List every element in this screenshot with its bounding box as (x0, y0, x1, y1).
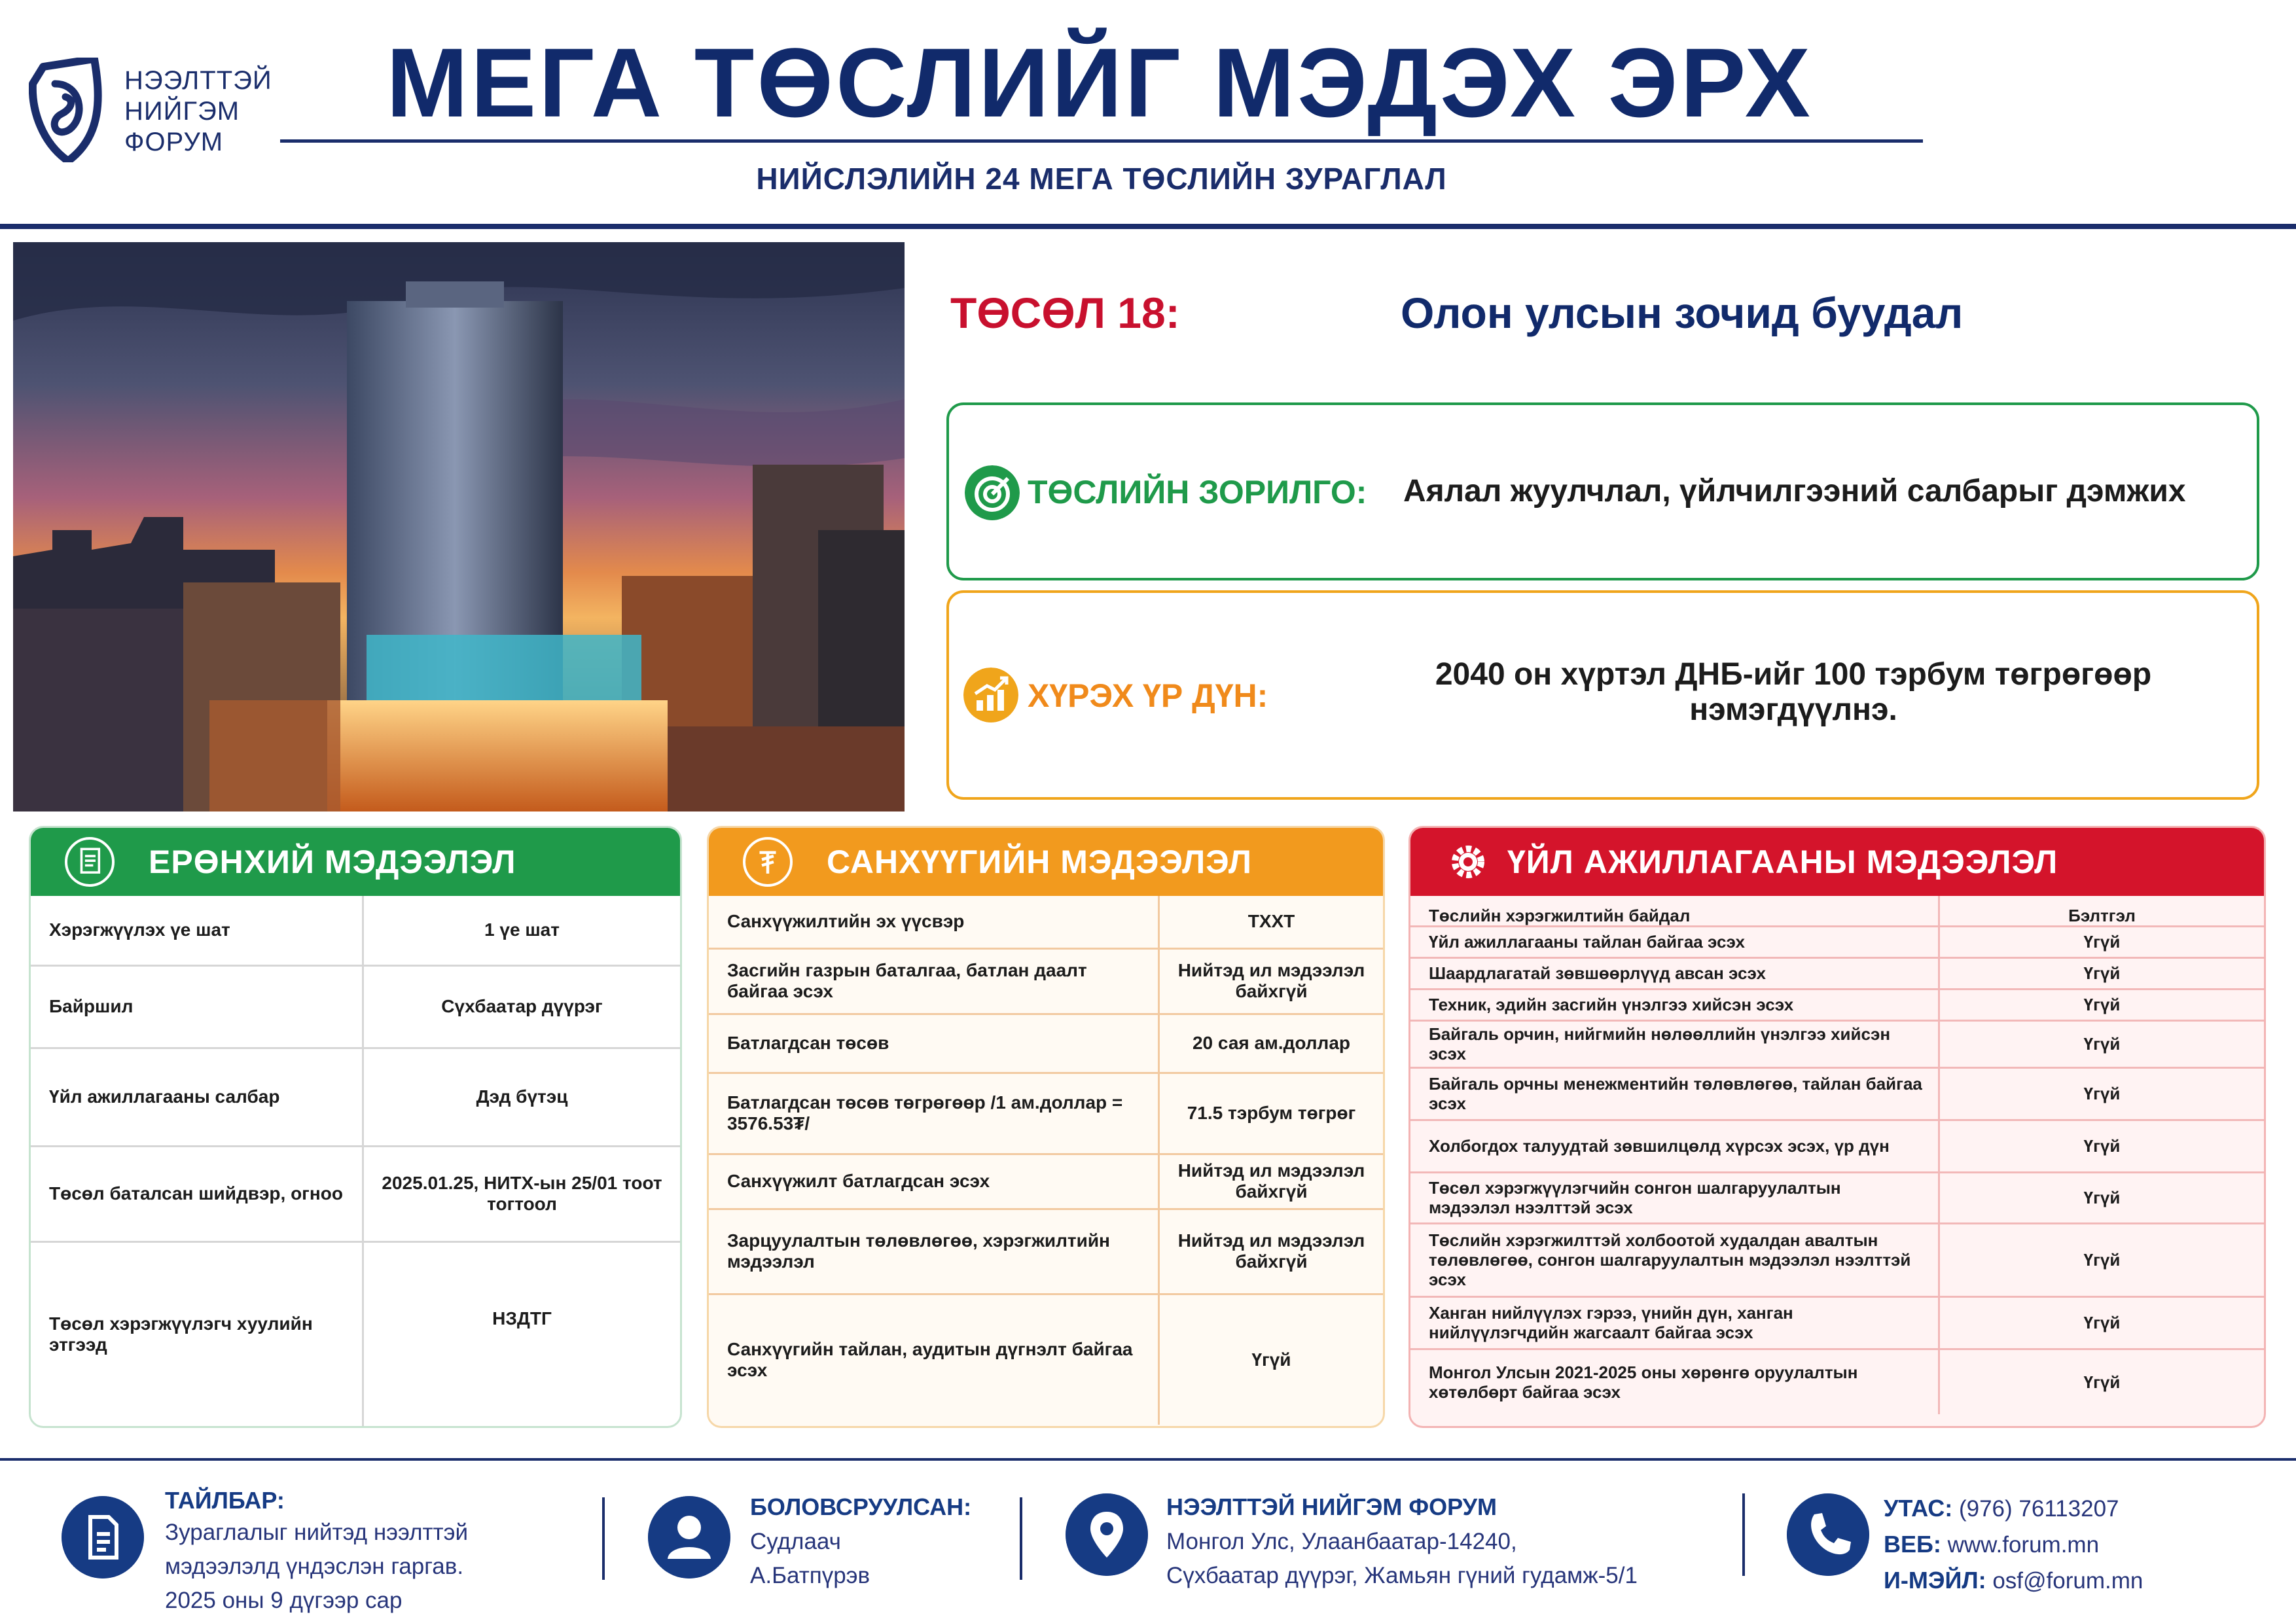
row-label: Үйл ажиллагааны салбар (31, 1048, 363, 1146)
row-label: Санхүүжилтийн эх үүсвэр (709, 896, 1159, 948)
row-label: Ханган нийлүүлэх гэрээ, үнийн дүн, ханган нийлүүлэгчдийн жагсаалт байгаа эсэх (1410, 1296, 1939, 1349)
footer-organization (1166, 1493, 1638, 1593)
page-subtitle: НИЙСЛЭЛИЙН 24 МЕГА ТӨСЛИЙН ЗУРАГЛАЛ (756, 162, 1447, 196)
row-value: Үгүй (1939, 1349, 2265, 1414)
table-row (1410, 1172, 2264, 1223)
row-value: Нийтэд ил мэдээлэл байхгүй (1159, 1209, 1384, 1294)
header-divider (0, 224, 2296, 229)
footer-note-line-2: мэдээлэлд үндэслэн гаргав. (165, 1554, 464, 1579)
row-value: ТХХТ (1159, 896, 1384, 948)
table-row (709, 1073, 1383, 1154)
table-row (1410, 989, 2264, 1020)
footer-org-line-2: Сүхбаатар дүүрэг, Жамьян гүний гудамж-5/1 (1166, 1563, 1638, 1588)
row-value: Үгүй (1939, 1120, 2265, 1172)
row-value: Үгүй (1939, 926, 2265, 957)
row-value: Нийтэд ил мэдээлэл байхгүй (1159, 1154, 1384, 1209)
general-info-header (31, 828, 680, 896)
row-label: Санхүүжилт батлагдсан эсэх (709, 1154, 1159, 1209)
row-label: Батлагдсан төсөв төгрөгөөр /1 ам.доллар = 3576.53₮/ (709, 1073, 1159, 1154)
footer-prepared-line-2: А.Батпүрэв (750, 1563, 870, 1588)
row-value: 1 үе шат (363, 896, 681, 965)
row-label: Төсөл хэрэгжүүлэгчийн сонгон шалгаруулалтын мэдээлэл нээлттэй эсэх (1410, 1172, 1939, 1223)
phone-icon (1787, 1493, 1869, 1576)
row-label: Засгийн газрын баталгаа, батлан даалт байгаа эсэх (709, 948, 1159, 1014)
table-row (709, 1014, 1383, 1073)
row-label: Байгаль орчны менежментийн төлөвлөгөө, тайлан байгаа эсэх (1410, 1067, 1939, 1120)
table-row (31, 1146, 680, 1241)
document-icon (65, 837, 115, 887)
email-label: И-МЭЙЛ: (1884, 1567, 1986, 1594)
logo-line-1: НЭЭЛТТЭЙ (124, 66, 272, 95)
target-icon (965, 465, 1020, 520)
table-row (1410, 1067, 2264, 1120)
row-value: 2025.01.25, НИТХ-ын 25/01 тоот тогтоол (363, 1146, 681, 1241)
row-label: Үйл ажиллагааны тайлан байгаа эсэх (1410, 926, 1939, 957)
table-row (1410, 1020, 2264, 1067)
row-value: Сүхбаатар дүүрэг (363, 965, 681, 1048)
row-label: Төслийн хэрэгжилттэй холбоотой худалдан авалтын төлөвлөгөө, сонгон шалгаруулалтын мэдээлэл нээлттэй эсэх (1410, 1223, 1939, 1296)
row-label: Холбогдох талуудтай зөвшилцөлд хүрсэх эсэх, үр дүн (1410, 1120, 1939, 1172)
table-row (31, 1241, 680, 1426)
operations-info-header (1410, 828, 2264, 896)
row-value: 20 сая ам.доллар (1159, 1014, 1384, 1073)
result-label: ХҮРЭХ ҮР ДҮН: (1028, 677, 1268, 714)
phone-label: УТАС: (1884, 1495, 1953, 1522)
row-label: Монгол Улсын 2021-2025 оны хөрөнгө оруулалтын хөтөлбөрт байгаа эсэх (1429, 1362, 1858, 1402)
footer-note-line-1: Зураглалыг нийтэд нээлттэй (165, 1520, 468, 1545)
table-row (709, 1209, 1383, 1294)
logo-line-3: ФОРУМ (124, 128, 224, 156)
footer-separator (1742, 1493, 1745, 1576)
row-value: Үгүй (1939, 1223, 2265, 1296)
row-label: Шаардлагатай зөвшөөрлүүд авсан эсэх (1410, 957, 1939, 989)
row-label: Зарцуулалтын төлөвлөгөө, хэрэгжилтийн мэдээлэл (709, 1209, 1159, 1294)
page-title: МЕГА ТӨСЛИЙГ МЭДЭХ ЭРХ (386, 27, 1813, 137)
goal-label: ТӨСЛИЙН ЗОРИЛГО: (1028, 474, 1367, 510)
row-value: Үгүй (1939, 1296, 2265, 1349)
footer-org-line-1: Монгол Улс, Улаанбаатар-14240, (1166, 1529, 1517, 1554)
row-value: Үгүй (1939, 1020, 2265, 1067)
table-row (1410, 957, 2264, 989)
table-row (1410, 1296, 2264, 1349)
general-info-title: ЕРӨНХИЙ МЭДЭЭЛЭЛ (149, 844, 516, 880)
table-row (1410, 1349, 2264, 1414)
contact-email (1884, 1563, 2143, 1599)
footer-prepared-title: БОЛОВСРУУЛСАН: (750, 1493, 972, 1520)
logo-mark (29, 58, 107, 162)
footer-note-line-3: 2025 оны 9 дүгээр сар (165, 1588, 403, 1613)
result-box (946, 590, 2259, 800)
table-row (31, 965, 680, 1048)
row-label: Хэрэгжүүлэх үе шат (31, 896, 363, 965)
table-row (31, 896, 680, 965)
document-icon (62, 1496, 144, 1578)
table-row (709, 948, 1383, 1014)
row-value: Үгүй (1939, 1067, 2265, 1120)
row-value: Үгүй (1159, 1294, 1384, 1425)
web-label: ВЕБ: (1884, 1531, 1941, 1558)
footer-note-title: ТАЙЛБАР: (165, 1487, 285, 1514)
footer-note (165, 1487, 468, 1618)
footer-separator (602, 1497, 605, 1580)
footer-separator (1020, 1497, 1022, 1580)
operations-info-card (1408, 826, 2266, 1428)
email-link[interactable]: osf@forum.mn (1992, 1568, 2144, 1594)
gear-icon (1444, 838, 1492, 885)
row-value: Үгүй (1939, 957, 2265, 989)
table-row (1410, 1223, 2264, 1296)
operations-info-table (1410, 896, 2264, 1414)
tugrik-icon (743, 837, 793, 887)
row-value: Үгүй (1939, 989, 2265, 1020)
finance-info-card (707, 826, 1385, 1428)
row-label: Төслийн хэрэгжилтийн байдал (1410, 896, 1939, 926)
person-icon (648, 1496, 730, 1578)
location-pin-icon (1066, 1493, 1148, 1576)
row-value: Нийтэд ил мэдээлэл байхгүй (1159, 948, 1384, 1014)
row-value: Дэд бүтэц (363, 1048, 681, 1146)
logo-text (124, 65, 272, 158)
contact-phone (1884, 1491, 2143, 1527)
table-row (709, 1154, 1383, 1209)
row-label: Байршил (31, 965, 363, 1048)
operations-info-title: ҮЙЛ АЖИЛЛАГААНЫ МЭДЭЭЛЭЛ (1507, 844, 2058, 880)
project-name: Олон улсын зочид буудал (1401, 289, 1964, 337)
table-row (709, 1294, 1383, 1425)
row-value: НЗДТГ (363, 1241, 681, 1426)
row-value: 71.5 тэрбум төгрөг (1159, 1073, 1384, 1154)
row-label: Байгаль орчин, нийгмийн нөлөөллийн үнэлгээ хийсэн эсэх (1410, 1020, 1939, 1067)
general-info-card (29, 826, 682, 1428)
hotel-photo (13, 242, 905, 812)
row-value: Үгүй (1939, 1172, 2265, 1223)
logo-line-2: НИЙГЭМ (124, 97, 240, 126)
footer-contacts (1884, 1491, 2143, 1599)
row-label: Техник, эдийн засгийн үнэлгээ хийсэн эсэх (1410, 989, 1939, 1020)
row-label: Батлагдсан төсөв (709, 1014, 1159, 1073)
general-info-table (31, 896, 680, 1426)
table-row (1410, 896, 2264, 926)
footer-org-title: НЭЭЛТТЭЙ НИЙГЭМ ФОРУМ (1166, 1493, 1497, 1520)
title-divider (280, 139, 1923, 143)
row-label: Төсөл баталсан шийдвэр, огноо (31, 1146, 363, 1241)
table-row (1410, 926, 2264, 957)
row-label: Санхүүгийн тайлан, аудитын дүгнэлт байгаа эсэх (727, 1338, 1133, 1380)
table-row (31, 1048, 680, 1146)
table-row (709, 896, 1383, 948)
goal-box (946, 402, 2259, 580)
web-link[interactable]: www.forum.mn (1947, 1532, 2100, 1558)
project-number: ТӨСӨЛ 18: (950, 289, 1180, 337)
row-label: Төсөл хэрэгжүүлэгч хуулийн этгээд (49, 1313, 313, 1355)
finance-info-table (709, 896, 1383, 1425)
row-value: Бэлтгэл (1939, 896, 2265, 926)
footer-divider (0, 1458, 2296, 1461)
finance-info-title: САНХҮҮГИЙН МЭДЭЭЛЭЛ (827, 844, 1252, 880)
contact-web (1884, 1527, 2143, 1563)
finance-info-header (709, 828, 1383, 896)
table-row (1410, 1120, 2264, 1172)
growth-chart-icon (963, 668, 1018, 722)
phone-value[interactable]: (976) 76113207 (1958, 1496, 2119, 1522)
goal-value: Аялал жуулчлал, үйлчилгээний салбарыг дэмжих (1403, 474, 2186, 508)
result-value: 2040 он хүртэл ДНБ-ийг 100 тэрбум төгрөгөөр нэмэгдүүлнэ. (1435, 657, 2152, 727)
footer-prepared-line-1: Судлаач (750, 1529, 841, 1554)
footer-prepared (750, 1493, 971, 1593)
